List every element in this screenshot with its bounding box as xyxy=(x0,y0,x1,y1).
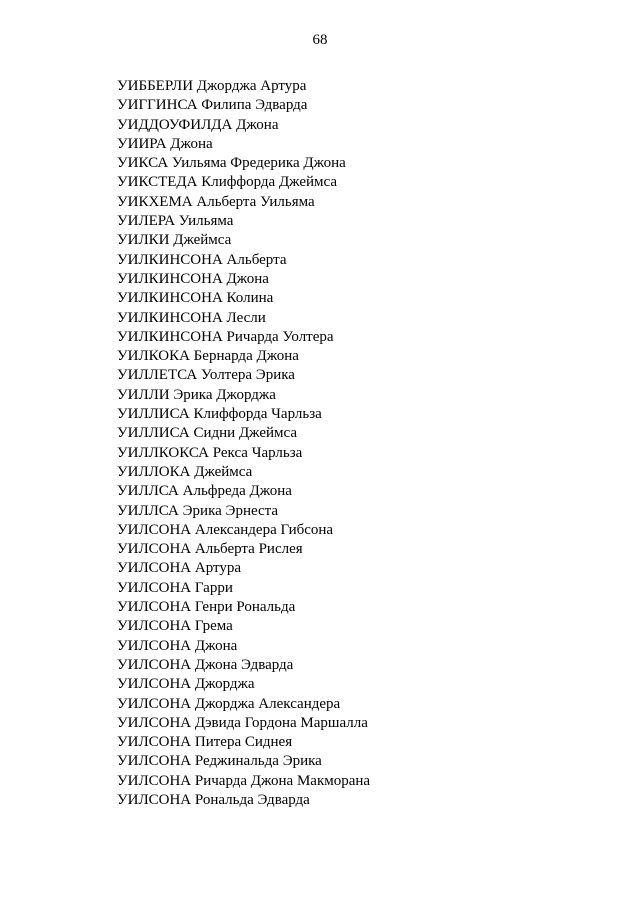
list-item: УИЛЕРА Уильяма xyxy=(117,213,234,230)
list-item: УИЛКИНСОНА Ричарда Уолтера xyxy=(117,328,334,345)
list-item: УИЛЛИСА Клиффорда Чарльза xyxy=(117,406,322,423)
list-item: УИЛСОНА Грема xyxy=(117,618,233,635)
list-item: УИЛКОКА Бернарда Джона xyxy=(117,348,299,365)
list-item: УИЛЛСА Эрика Эрнеста xyxy=(117,502,279,519)
list-item: УИЛСОНА Александера Гибсона xyxy=(117,521,334,538)
list-item: УИЛСОНА Артура xyxy=(117,560,242,577)
list-item: УИЛСОНА Питера Сиднея xyxy=(117,734,293,751)
list-item: УИЛКИНСОНА Альберта xyxy=(117,251,287,268)
list-item: УИЛЛСА Альфреда Джона xyxy=(117,483,292,500)
list-item: УИЛСОНА Дэвида Гордона Маршалла xyxy=(117,714,368,731)
list-item: УИЛЛЕТСА Уолтера Эрика xyxy=(117,367,295,384)
list-item: УИЛСОНА Джорджа xyxy=(117,676,255,693)
list-item: УИЛСОНА Джона Эдварда xyxy=(117,656,294,673)
list-item: УИЛСОНА Альберта Рислея xyxy=(117,541,303,558)
list-item: УИЛКИНСОНА Джона xyxy=(117,270,269,287)
list-item: УИЛСОНА Рональда Эдварда xyxy=(117,791,310,808)
list-item: УИЛСОНА Джорджа Александера xyxy=(117,695,341,712)
page-number: 68 xyxy=(312,32,328,48)
list-item: УИДДОУФИЛДА Джона xyxy=(117,116,279,133)
list-item: УИББЕРЛИ Джорджа Артура xyxy=(117,78,307,94)
list-item: УИКСА Уильяма Фредерика Джона xyxy=(117,155,346,172)
list-item: УИЛКИ Джеймса xyxy=(117,232,232,249)
list-item: УИЛСОНА Реджинальда Эрика xyxy=(117,753,322,770)
list-item: УИЛКИНСОНА Лесли xyxy=(117,309,266,326)
list-item: УИКСТЕДА Клиффорда Джеймса xyxy=(117,174,338,191)
list-item: УИЛСОНА Джона xyxy=(117,637,238,654)
list-item: УИЛЛИ Эрика Джорджа xyxy=(117,386,276,403)
list-item: УИИРА Джона xyxy=(117,135,213,152)
list-item: УИГГИНСА Филипа Эдварда xyxy=(117,97,308,114)
list-item: УИЛЛОКА Джеймса xyxy=(117,463,253,480)
list-item: УИЛЛКОКСА Рекса Чарльза xyxy=(117,444,303,461)
name-list xyxy=(117,77,370,810)
list-item: УИЛСОНА Ричарда Джона Макморана xyxy=(117,772,371,789)
list-item: УИЛЛИСА Сидни Джеймса xyxy=(117,425,298,442)
list-item: УИЛСОНА Гарри xyxy=(117,579,233,596)
list-item: УИЛСОНА Генри Рональда xyxy=(117,599,296,616)
list-item: УИЛКИНСОНА Колина xyxy=(117,290,274,307)
list-item: УИКХЕМА Альберта Уильяма xyxy=(117,193,315,210)
